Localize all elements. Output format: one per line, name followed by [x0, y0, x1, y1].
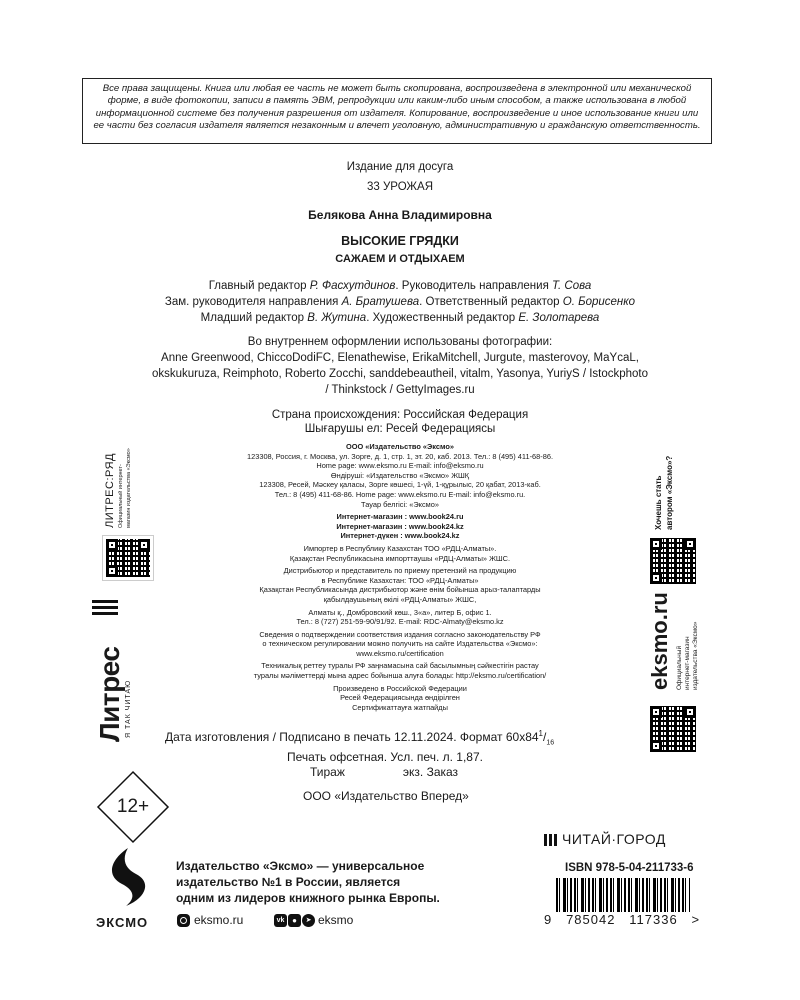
- chitai-gorod-icon: [544, 834, 560, 846]
- book-subtitle: САЖАЕМ И ОТДЫХАЕМ: [335, 253, 465, 265]
- publisher-info-line: туралы мәліметтерді мына адрес бойынша алуға болады: http://eksmo.ru/certification/: [253, 671, 547, 681]
- eksmo-shop-note: Официальный интернет-магазин издательства «Эксмо»: [676, 621, 699, 690]
- print-line-3: Тираж экз. Заказ: [310, 765, 459, 780]
- origin-kz: Шығарушы ел: Ресей Федерациясы: [304, 423, 496, 435]
- publisher-info-line: Home page: www.eksmo.ru E-mail: info@eksmo.ru: [316, 461, 484, 471]
- publisher-info-line: www.eksmo.ru/certification: [356, 648, 444, 658]
- eksmo-logo-icon: [100, 846, 156, 908]
- publisher-info-line: Произведено в Российской Федерации: [333, 683, 467, 693]
- instagram-icon[interactable]: [177, 914, 190, 927]
- photos-line-2: okskukuruza, Reimphoto, Roberto Zocchi, sanddebeautheil, vitalm, Yasonya, YuriyS / Istockphoto: [151, 368, 649, 380]
- publisher-info-line: Ресей Федерациясында өндірілген: [340, 693, 460, 703]
- publisher-info-line: Қазақстан Республикасына импорттаушы «РДЦ-Алматы» ЖШС.: [289, 553, 511, 563]
- social-icons: [274, 914, 314, 927]
- print-info: [165, 726, 645, 804]
- ok-icon[interactable]: ●: [288, 914, 301, 927]
- litres-qr-frame: [102, 535, 154, 581]
- origin-ru: Страна происхождения: Российская Федерация: [271, 409, 529, 421]
- book-title: ВЫСОКИЕ ГРЯДКИ: [341, 234, 459, 248]
- litres-series-note-1: Официальный интернет-: [118, 464, 124, 528]
- credits-line-2: Зам. руководителя направления А. Братушева. Ответственный редактор О. Борисенко: [164, 296, 636, 308]
- rights-notice: Все права защищены. Книга или любая ее часть не может быть скопирована, воспроизведена в электронной или механической форме, в виде фотокопии, записи в память ЭВМ, репродукции или каким-либо иным способом, а также использована в любой информационной системе без получения разрешения от издателя. Копирование, воспроизведение и иное использование книги или ее части без согласия издателя является незаконным и влечет уголовную, административную и гражданскую ответственность.: [82, 78, 712, 144]
- publisher-info-line: 123308, Ресей, Мәскеу қаласы, Зорге көшесі, 1-үй, 1-құрылыс, 20 қабат, 2013-каб.: [259, 480, 541, 490]
- publisher-info-line: Интернет-магазин : www.book24.kz: [336, 521, 464, 531]
- eksmo-site-label: eksmo.ru: [647, 592, 672, 690]
- publisher-info-line: 123308, Россия, г. Москва, ул. Зорге, д. 1, стр. 1, эт. 20, каб. 2013. Тел.: 8 (495) 411-68-86.: [247, 451, 553, 461]
- publisher-info-line: Интернет-дүкен : www.book24.kz: [340, 531, 460, 541]
- publisher-info-line: Импортер в Республику Казахстан ТОО «РДЦ-Алматы».: [303, 543, 497, 553]
- series-name: 33 УРОЖАЯ: [367, 181, 433, 193]
- publisher-info-line: Сертификаттауға жатпайды: [352, 702, 448, 712]
- publisher-info-line: Интернет-магазин : www.book24.ru: [336, 512, 464, 522]
- litres-menu-icon: [92, 600, 118, 616]
- publisher-info-line: Қазақстан Республикасында дистрибьютор және өнім бойынша арыз-талаптарды: [259, 585, 541, 595]
- isbn-barcode: [556, 878, 690, 912]
- credits-line-1: Главный редактор Р. Фасхутдинов. Руководитель направления Т. Сова: [208, 280, 592, 292]
- publisher-info-line: Сведения о подтверждении соответствия издания согласно законодательству РФ: [259, 629, 541, 639]
- vk-icon[interactable]: vk: [274, 914, 287, 927]
- eksmo-brand: ЭКСМО: [96, 915, 149, 930]
- publisher-info-line: қабылдаушының өкілі «РДЦ-Алматы» ЖШС,: [323, 594, 477, 604]
- photos-intro: Во внутреннем оформлении использованы фотографии:: [247, 336, 553, 348]
- isbn-label: ISBN 978-5-04-211733-6: [565, 862, 694, 874]
- credits-line-3: Младший редактор В. Жутина. Художественный редактор Е. Золотарева: [200, 312, 600, 324]
- telegram-icon[interactable]: ➤: [302, 914, 315, 927]
- print-line-2: Печать офсетная. Усл. печ. л. 1,87.: [287, 750, 483, 765]
- chitai-gorod-logo: ЧИТАЙ·ГОРОД: [562, 831, 666, 847]
- printer-name: ООО «Издательство Вперед»: [303, 789, 469, 804]
- photos-line-1: Anne Greenwood, ChiccoDodiFC, Elenathewise, ErikaMitchell, Jurgute, masterovoy, MaYcaL,: [161, 352, 639, 364]
- publisher-info-line: о техническом регулировании можно получить на сайте Издательства «Эксмо»:: [262, 639, 538, 649]
- print-line-1: Дата изготовления / Подписано в печать 12.11.2024. Формат $60x84^1/_{16}$: [165, 729, 555, 747]
- litres-tagline: Я ТАК ЧИТАЮ: [125, 679, 132, 738]
- edition-type: Издание для досуга: [346, 161, 454, 173]
- publisher-info-line: Алматы қ., Домбровский көш., 3«а», литер Б, офис 1.: [308, 607, 492, 617]
- publisher-info-line: Тел.: 8 (727) 251-59-90/91/92. E-mail: RDC-Almaty@eksmo.kz: [296, 617, 504, 627]
- publisher-info-line: Техникалық реттеу туралы РФ заңнамасына сай басылымның сәйкестігін растау: [261, 661, 539, 671]
- become-author-text: Хочешь стать автором «Эксмо»?: [654, 455, 674, 530]
- publisher-info-line: Тауар белгісі: «Эксмо»: [361, 499, 439, 509]
- photos-line-3: / Thinkstock / GettyImages.ru: [325, 384, 475, 396]
- author-name: Белякова Анна Владимировна: [308, 208, 492, 222]
- publisher-info-line: в Республике Казахстан: ТОО «РДЦ-Алматы»: [321, 575, 479, 585]
- publisher-info-line: ООО «Издательство «Эксмо»: [346, 442, 454, 451]
- barcode-digits: 9 785042 117336 >: [544, 912, 701, 927]
- instagram-link[interactable]: eksmo.ru: [194, 913, 244, 927]
- publisher-info-block: [200, 442, 600, 712]
- age-rating-badge: [96, 770, 170, 844]
- social-link[interactable]: eksmo: [318, 913, 354, 927]
- litres-logo: Литрес: [94, 646, 125, 742]
- litres-series-title: ЛИТРЕС:РЯД: [104, 452, 116, 528]
- publisher-info-line: Тел.: 8 (495) 411-68-86. Home page: www.eksmo.ru E-mail: info@eksmo.ru.: [274, 489, 526, 499]
- publisher-info-line: Өндіруші: «Издательство «Эксмо» ЖШҚ: [330, 470, 470, 480]
- age-rating-label: 12+: [116, 796, 150, 817]
- litres-series-block: [104, 440, 154, 530]
- litres-series-note-2: магазин издательства «Эксмо»: [126, 448, 132, 528]
- eksmo-about: Издательство «Эксмо» — универсальное издательство №1 в России, является одним из лидеров книжного рынка Европы.: [176, 859, 440, 905]
- publisher-info-line: Дистрибьютор и представитель по приему претензий на продукцию: [283, 566, 517, 576]
